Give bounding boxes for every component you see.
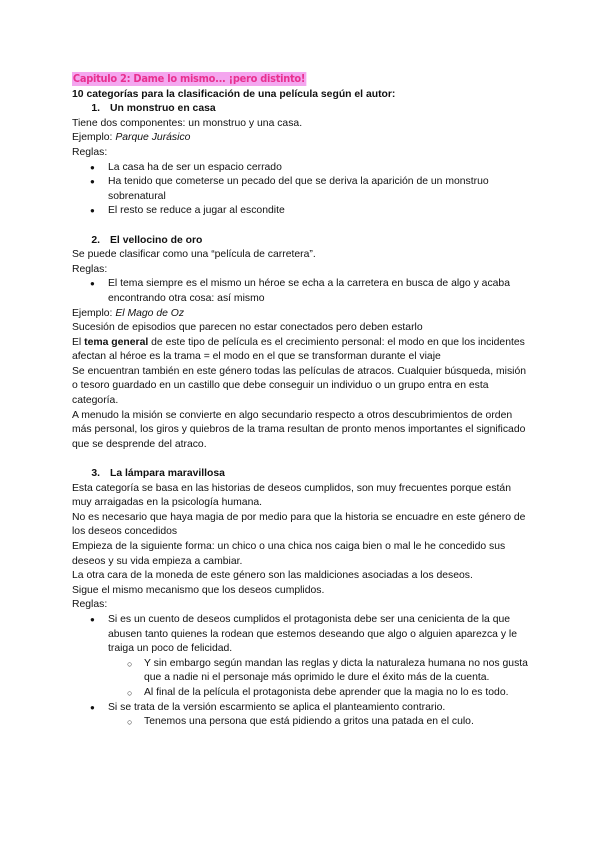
section-1-intro: Tiene dos componentes: un monstruo y una casa.: [72, 117, 303, 129]
sub-list: [108, 715, 528, 730]
list-item: ● El tema siempre es el mismo un héroe se echa a la carretera en busca de algo y acaba encontrando otra cosa: así mismo: [72, 277, 528, 306]
section-2-rules-list: [72, 277, 528, 306]
sub-list-item: ○ Y sin embargo según mandan las reglas y dicta la naturaleza humana no nos gusta que a nadie ni el personaje más oprimido le dure el éxito más de la cuenta.: [108, 657, 528, 686]
list-item: ● Ha tenido que cometerse un pecado del que se deriva la aparición de un monstruo sobrenatural: [72, 175, 528, 204]
section-2-paragraph-1: Sucesión de episodios que parecen no estar conectados pero deben estarlo: [72, 322, 423, 334]
section-1-rules-list: [72, 161, 528, 219]
section-3-paragraph-5: Sigue el mismo mecanismo que los deseos cumplidos.: [72, 584, 325, 596]
section-2-paragraph-4: A menudo la misión se convierte en algo secundario respecto a otros descubrimientos de orden más personal, los giros y quiebros de la trama resultan de pronto menos importantes el significado que se desprende del atraco.: [72, 409, 526, 450]
document-page: [72, 72, 528, 730]
section-2-paragraph-3: Se encuentran también en este género todas las películas de atracos. Cualquier búsqueda, misión o tesoro guardado en un castillo que debe conseguir un individuo o un grupo entra en esta categoría.: [72, 365, 527, 407]
section-1-heading: 1. Un monstruo en casa: [91, 103, 216, 115]
sub-list-item: ○ Al final de la película el protagonista debe aprender que la magia no lo es todo.: [108, 686, 528, 701]
section-3-paragraph-3: Empieza de la siguiente forma: un chico o una chica nos caiga bien o mal le he concedido sus deseos y su vida empieza a cambiar.: [72, 541, 506, 567]
list-item: ● La casa ha de ser un espacio cerrado: [72, 161, 528, 176]
section-1-example: Ejemplo: Parque Jurásico: [72, 132, 191, 144]
section-3-paragraph-2: No es necesario que haya magia de por medio para que la historia se encuadre en este género de los deseos concedidos: [72, 511, 526, 538]
section-2-example: Ejemplo: El Mago de Oz: [72, 307, 185, 319]
chapter-title: Capitulo 2: Dame lo mismo... ¡pero distinto!: [72, 73, 306, 85]
section-2-rules-label: Reglas:: [72, 263, 108, 275]
section-2-paragraph-2: El tema general de este tipo de película es el crecimiento personal: el modo en que los incidentes afectan al héroe es la trama = el modo en el que se transforman durante el viaje: [72, 336, 525, 363]
sub-list: [108, 657, 528, 701]
list-item: ● Si se trata de la versión escarmiento se aplica el planteamiento contrario. ○ Tenemos una persona que está pidiendo a gritos una patada en el culo.: [72, 701, 528, 730]
main-heading: 10 categorías para la clasificación de una película según el autor:: [72, 88, 396, 100]
list-item: ● Si es un cuento de deseos cumplidos el protagonista debe ser una cenicienta de la que abusen tanto quienes la rodean que estemos deseando que algo o alguien aparezca y le traiga un poco de felicidad. ○ Y sin embargo según mandan las reglas y dicta la naturaleza humana no nos gusta que a nadie ni el personaje más oprimido le dure el éxito más de la cuenta. ○ Al final de la película el protagonista debe aprender que la magia no lo es todo.: [72, 613, 528, 701]
list-item: ● El resto se reduce a jugar al escondite: [72, 204, 528, 219]
section-1-rules-label: Reglas:: [72, 146, 108, 158]
section-3-heading: 3. La lámpara maravillosa: [91, 468, 225, 480]
sub-list-item: ○ Tenemos una persona que está pidiendo a gritos una patada en el culo.: [108, 715, 528, 730]
section-3-paragraph-1: Esta categoría se basa en las historias de deseos cumplidos, son muy frecuentes porque están muy arraigadas en la psicología humana.: [72, 482, 511, 509]
section-2-heading: 2. El vellocino de oro: [91, 234, 203, 246]
section-3-rules-label: Reglas:: [72, 599, 108, 611]
section-3-paragraph-4: La otra cara de la moneda de este género son las maldiciones asociadas a los deseos.: [72, 570, 473, 582]
chapter-title-line: [72, 72, 528, 88]
section-3-rules-list: [72, 613, 528, 730]
section-2-intro: Se puede clasificar como una “película de carretera”.: [72, 249, 316, 261]
